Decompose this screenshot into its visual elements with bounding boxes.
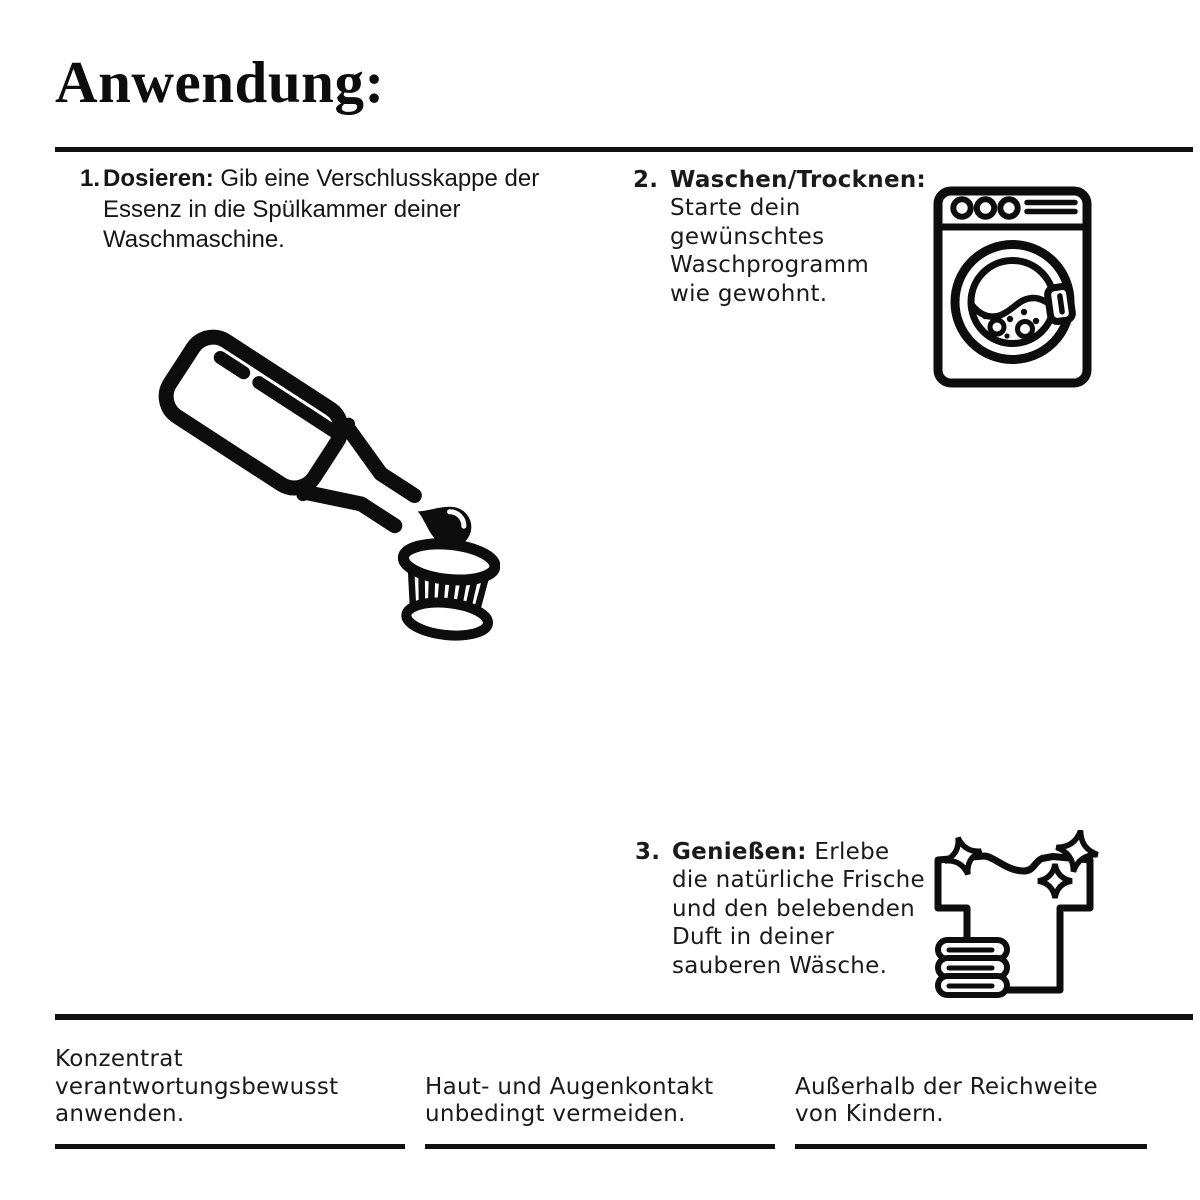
step-dosieren [80, 164, 548, 256]
dial-knob [953, 199, 970, 216]
step-label: Waschen/Trocknen: [670, 167, 927, 193]
dial-knob [1000, 199, 1017, 216]
step-label: Genießen: [672, 839, 807, 865]
clean-laundry-icon [928, 830, 1100, 1002]
sparkle-icon [1038, 864, 1072, 898]
title-divider [55, 147, 1193, 152]
warning-text: Außerhalb der Reichweite von Kindern. [795, 1073, 1098, 1127]
step-text: Dosieren: Gib eine Verschlusskappe der Essenz in die Spülkammer deiner Waschmaschine. [103, 165, 540, 253]
safety-warnings [55, 1046, 1147, 1149]
step-waschen-trocknen [633, 166, 927, 308]
washing-machine-icon [933, 186, 1092, 388]
step-number: 3. [635, 839, 661, 865]
step-number: 2. [633, 167, 659, 193]
step-label: Dosieren: [103, 165, 214, 192]
sparkles [940, 830, 1100, 898]
warning-kontakt [425, 1046, 775, 1149]
warning-text: Konzentrat verantwortungsbewusst anwenden. [55, 1046, 339, 1127]
folded-towels [938, 940, 1007, 995]
step-geniessen [635, 838, 930, 980]
warning-konzentrat [55, 1046, 405, 1149]
step-text: Genießen: Erlebe die natürliche Frische und den belebenden Duft in deiner sauberen Wäsche. [672, 839, 925, 979]
warning-kinder [795, 1046, 1147, 1149]
door-handle [1047, 286, 1074, 323]
footer-divider [55, 1014, 1193, 1020]
dial-knob [977, 199, 994, 216]
pouring-bottle-icon [150, 312, 500, 654]
warning-text: Haut- und Augenkontakt unbedingt vermeiden. [425, 1073, 714, 1127]
step-number: 1. [80, 165, 101, 192]
step-text: Waschen/Trocknen: Starte dein gewünschtes Waschprogramm wie gewohnt. [670, 167, 927, 307]
page-title: Anwendung: [55, 49, 385, 115]
